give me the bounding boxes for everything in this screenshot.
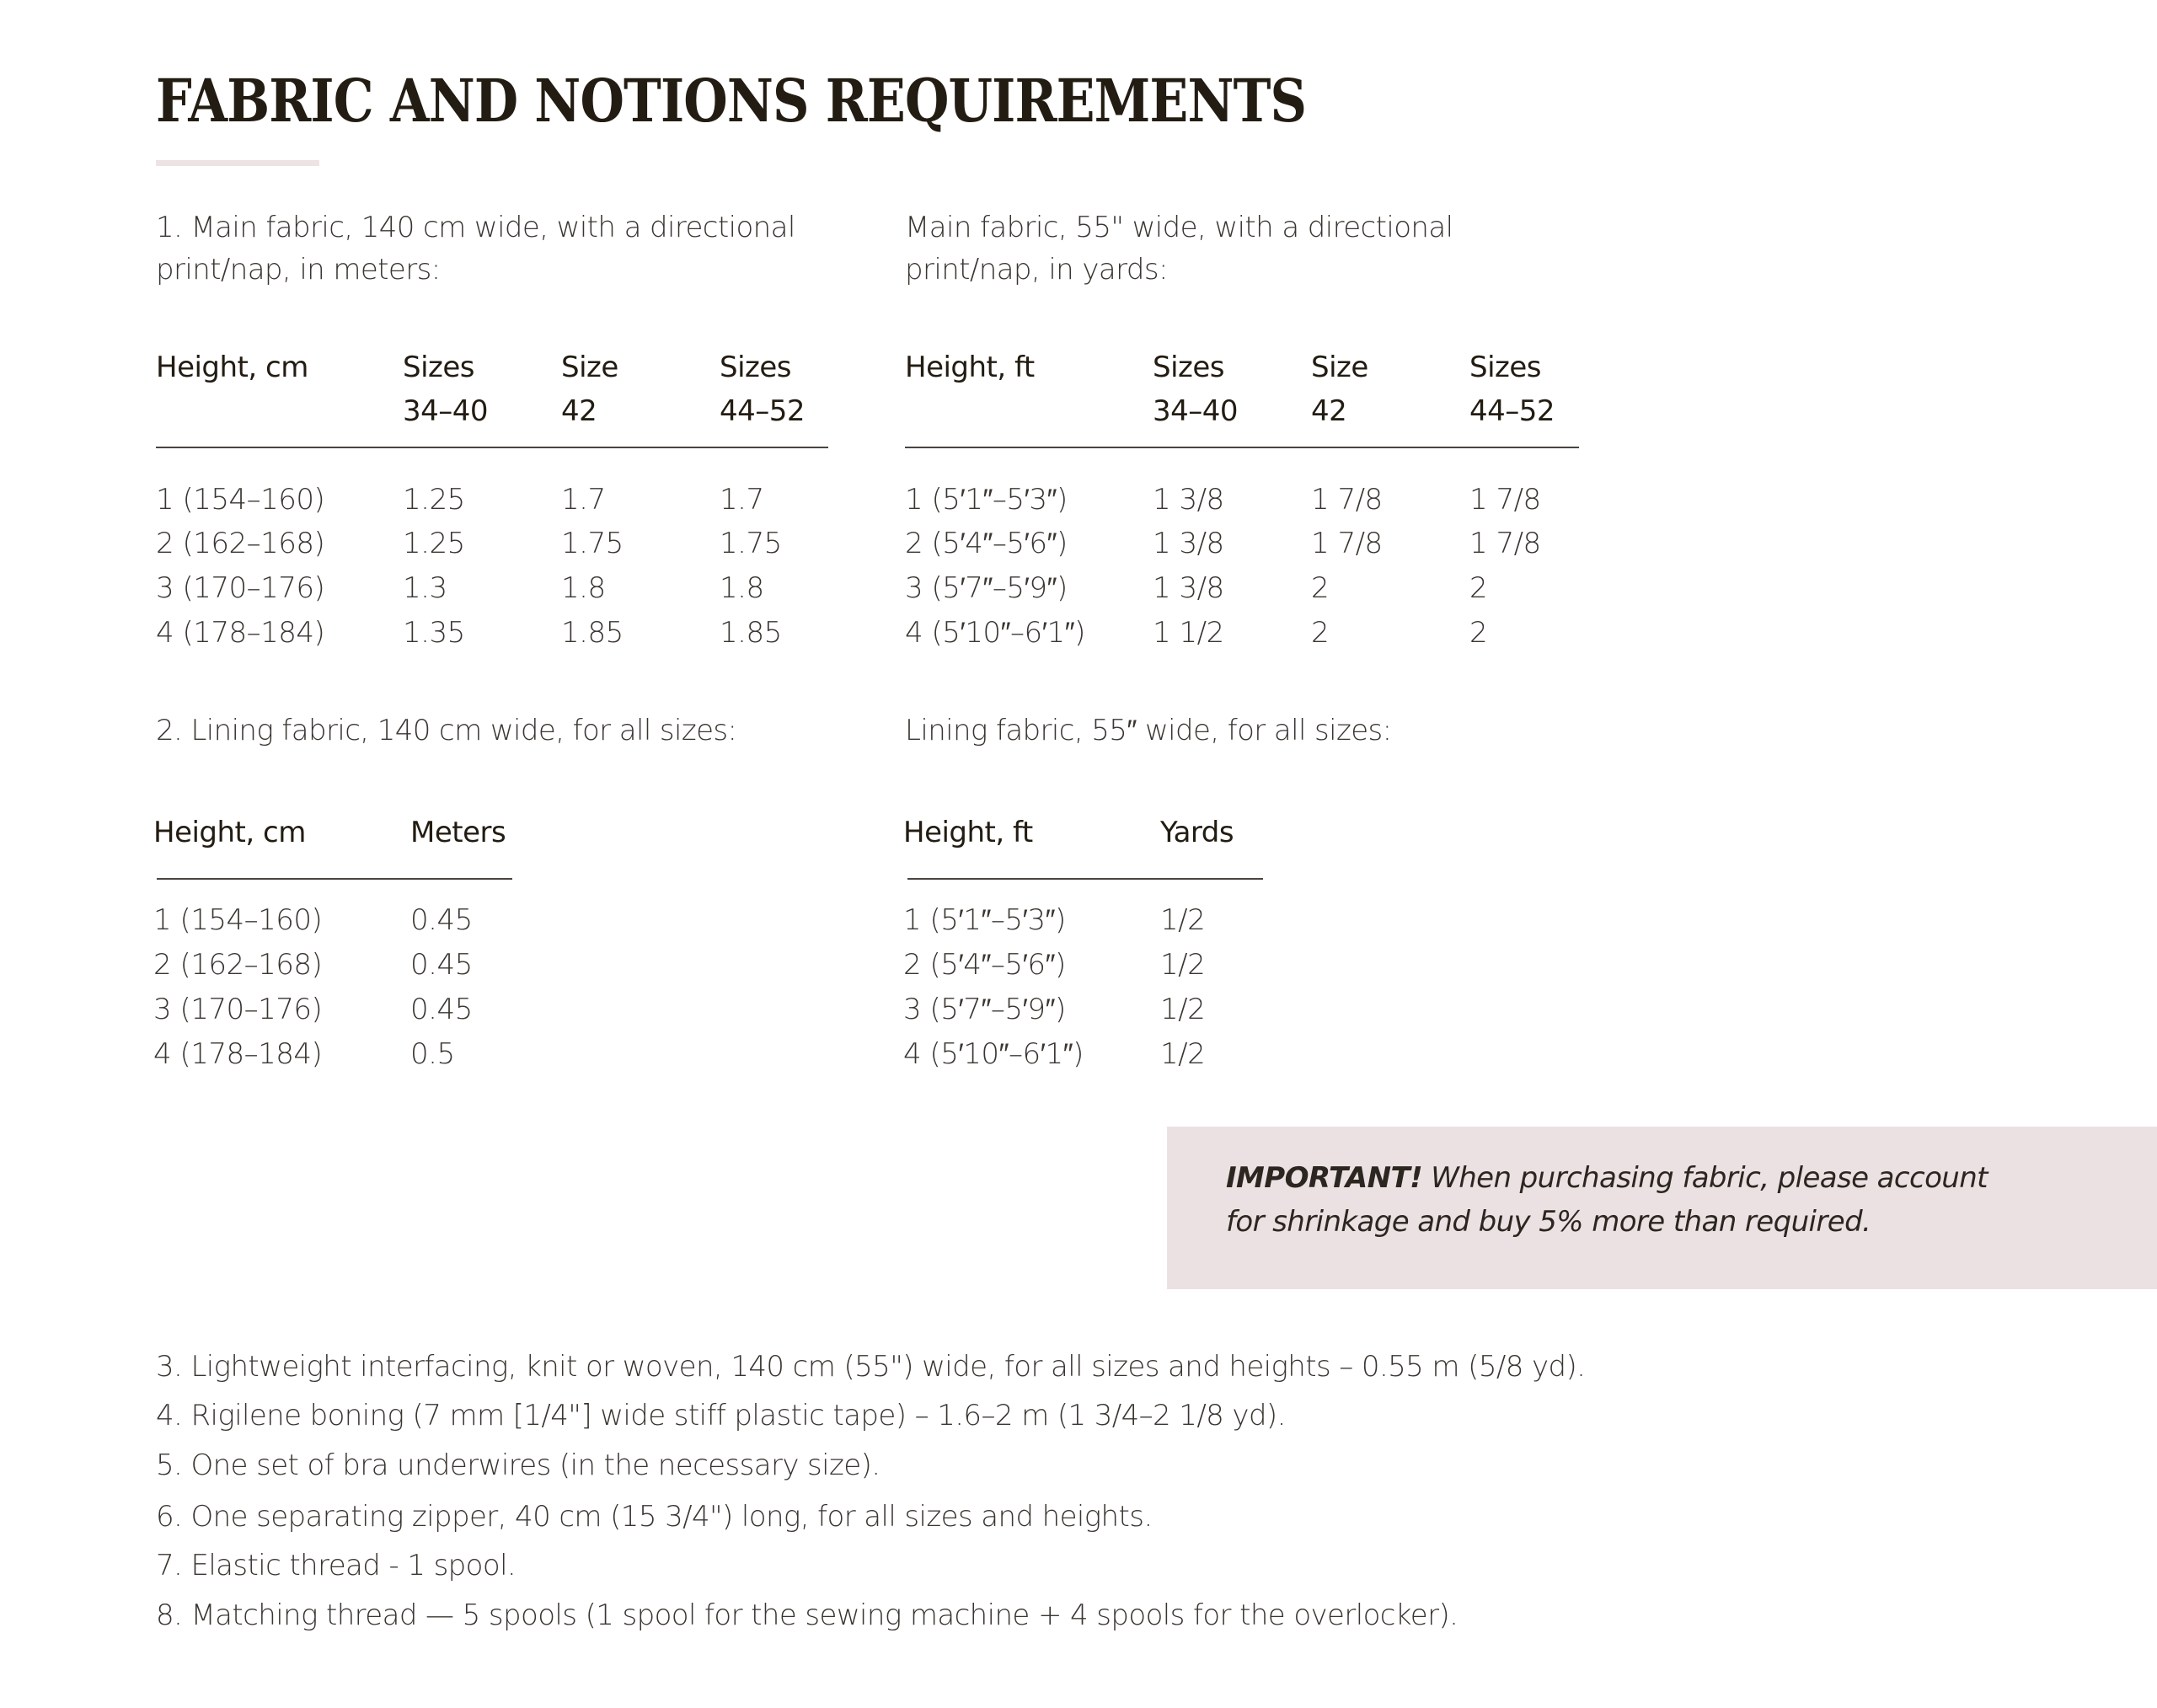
list-item: 4. Rigilene boning (7 mm [1/4"] wide stiff plastic tape) – 1.6–2 m (1 3/4–2 1/8 yd).: [156, 1399, 1286, 1432]
table-cell: 1.8: [720, 571, 764, 605]
table-header: Sizes 34–40: [403, 351, 489, 428]
table-cell: 0.5: [410, 1037, 455, 1071]
table-cell: 1 7/8: [1311, 483, 1383, 517]
table-cell: 0.45: [410, 993, 473, 1026]
table-cell: 0.45: [410, 903, 473, 937]
table-header: Sizes 34–40: [1153, 351, 1239, 428]
table-cell: 3 (170–176): [156, 571, 325, 605]
table-cell: 1.75: [720, 527, 782, 560]
intro-line: print/nap, in yards:: [905, 253, 1168, 286]
table-cell: 1.25: [403, 527, 465, 560]
table-cell: 1 (5′1″–5′3″): [903, 903, 1066, 937]
table-divider: [156, 447, 828, 448]
table-cell: 0.45: [410, 948, 473, 982]
table-cell: 1.8: [561, 571, 606, 605]
table-cell: 1 3/8: [1153, 527, 1224, 560]
table-divider: [905, 447, 1579, 448]
table-cell: 4 (178–184): [156, 616, 325, 650]
table-header: Yards: [1160, 816, 1234, 849]
table-cell: 1 1/2: [1153, 616, 1224, 650]
table-cell: 1/2: [1160, 1037, 1206, 1071]
intro-line: Main fabric, 55" wide, with a directional: [905, 211, 1453, 244]
lining-imperial-intro: Lining fabric, 55″ wide, for all sizes:: [905, 714, 1392, 747]
table-cell: 1.7: [720, 483, 764, 517]
table-cell: 1 (154–160): [153, 903, 323, 937]
table-cell: 4 (5′10″–6′1″): [903, 1037, 1084, 1071]
table-cell: 1.7: [561, 483, 606, 517]
table-divider: [907, 878, 1263, 880]
table-header: Meters: [410, 816, 506, 849]
main-fabric-imperial-intro: [905, 206, 1453, 291]
table-cell: 3 (5′7″–5′9″): [905, 571, 1068, 605]
table-cell: 2: [1469, 571, 1488, 605]
table-cell: 1.75: [561, 527, 624, 560]
table-header: Height, ft: [903, 816, 1033, 849]
table-header: Height, ft: [905, 351, 1035, 384]
table-cell: 1/2: [1160, 993, 1206, 1026]
intro-line: print/nap, in meters:: [156, 253, 441, 286]
table-cell: 1.25: [403, 483, 465, 517]
table-cell: 1/2: [1160, 903, 1206, 937]
list-item: 5. One set of bra underwires (in the necessary size).: [156, 1448, 880, 1482]
table-cell: 4 (5′10″–6′1″): [905, 616, 1085, 650]
table-cell: 3 (170–176): [153, 993, 323, 1026]
table-cell: 1 (5′1″–5′3″): [905, 483, 1068, 517]
table-cell: 2: [1311, 571, 1330, 605]
table-cell: 1.85: [720, 616, 782, 650]
table-divider: [157, 878, 512, 880]
main-fabric-metric-intro: [156, 206, 795, 291]
list-item: 7. Elastic thread - 1 spool.: [156, 1549, 517, 1582]
list-item: 3. Lightweight interfacing, knit or woven, 140 cm (55") wide, for all sizes and heights – 0.55 m (5/8 yd).: [156, 1350, 1586, 1384]
table-cell: 1 3/8: [1153, 571, 1224, 605]
table-cell: 1.35: [403, 616, 465, 650]
list-item: 8. Matching thread — 5 spools (1 spool for the sewing machine + 4 spools for the overlocker).: [156, 1598, 1459, 1632]
table-cell: 1 7/8: [1469, 483, 1541, 517]
intro-line: 1. Main fabric, 140 cm wide, with a directional: [156, 211, 795, 244]
table-cell: 2: [1469, 616, 1488, 650]
table-header: Height, cm: [156, 351, 308, 384]
table-cell: 3 (5′7″–5′9″): [903, 993, 1066, 1026]
table-cell: 1 (154–160): [156, 483, 325, 517]
table-header: Height, cm: [153, 816, 306, 849]
important-label: IMPORTANT!: [1226, 1161, 1422, 1195]
table-cell: 1 3/8: [1153, 483, 1224, 517]
important-note: [1226, 1156, 1988, 1244]
page-title: FABRIC AND NOTIONS REQUIREMENTS: [156, 66, 1307, 136]
table-cell: 2 (5′4″–5′6″): [903, 948, 1066, 982]
table-cell: 1.85: [561, 616, 624, 650]
table-header: Sizes 44–52: [720, 351, 806, 428]
lining-metric-intro: 2. Lining fabric, 140 cm wide, for all sizes:: [156, 714, 737, 747]
table-cell: 2 (5′4″–5′6″): [905, 527, 1068, 560]
note-text-line: When purchasing fabric, please account: [1421, 1161, 1988, 1195]
table-cell: 1 7/8: [1469, 527, 1541, 560]
table-cell: 4 (178–184): [153, 1037, 323, 1071]
table-header: Size 42: [1311, 351, 1368, 428]
table-header: Sizes 44–52: [1469, 351, 1555, 428]
table-cell: 2 (162–168): [153, 948, 323, 982]
table-header: Size 42: [561, 351, 618, 428]
table-cell: 1/2: [1160, 948, 1206, 982]
list-item: 6. One separating zipper, 40 cm (15 3/4") long, for all sizes and heights.: [156, 1500, 1153, 1534]
table-cell: 1 7/8: [1311, 527, 1383, 560]
table-cell: 2 (162–168): [156, 527, 325, 560]
note-text-line: for shrinkage and buy 5% more than required.: [1226, 1205, 1871, 1239]
title-accent-bar: [156, 160, 319, 166]
table-cell: 1.3: [403, 571, 447, 605]
table-cell: 2: [1311, 616, 1330, 650]
